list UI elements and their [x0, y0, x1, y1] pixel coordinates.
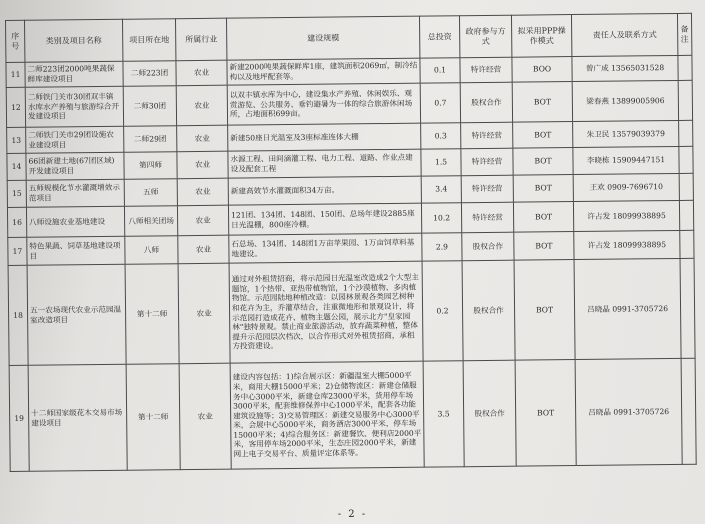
row-note [681, 358, 696, 464]
project-table [5, 13, 697, 472]
row-scale: 新建2000吨果蔬保鲜库1座，建筑面积2069㎡，制冷结构以及地坪配套等。 [227, 58, 420, 85]
row-ppp-mode: BOT [515, 360, 576, 467]
row-scale: 以双丰镇水库为中心，建设集水产养殖、休闲娱乐、观赏游览、公共服务、垂钓避暑为一体的综合旅游休闲场所，占地面积699亩。 [227, 83, 420, 125]
row-name: 五一农场现代农业示范园温室改造项目 [27, 264, 126, 365]
contact-phone: 18099938895 [612, 239, 667, 250]
row-name: 特色果蔬、饲草基地建设项目 [27, 236, 125, 265]
row-industry: 农业 [177, 125, 228, 152]
row-investment: 2.9 [422, 233, 462, 261]
row-investment: 0.1 [420, 58, 460, 83]
row-investment: 0.2 [422, 261, 463, 361]
row-no: 19 [9, 365, 29, 471]
header-industry: 所属行业 [175, 18, 226, 61]
contact-person: 梁春燕 [586, 96, 610, 106]
header-location: 项目所在地 [122, 19, 175, 62]
row-ppp-mode: BOO [512, 57, 572, 83]
row-contact [572, 80, 678, 121]
row-name: 二师铁门关市29团设施农业建设项目 [26, 126, 124, 153]
row-industry: 农业 [177, 151, 228, 179]
table-header-row [6, 13, 692, 62]
contact-phone: 15909447151 [611, 155, 666, 165]
row-contact [573, 120, 679, 147]
row-location: 二师30团 [123, 86, 176, 127]
row-industry: 农业 [179, 363, 231, 470]
row-contact [573, 146, 679, 174]
row-location: 二师29团 [124, 126, 177, 153]
contact-person: 许占发 [587, 240, 611, 250]
contact-person: 朱卫民 [586, 129, 610, 139]
row-name: 五师规模化节水灌溉增效示范项目 [26, 179, 124, 207]
row-no: 13 [7, 127, 26, 153]
contact-phone: 0991-3705726 [613, 406, 670, 417]
row-gov-mode: 股权合作 [460, 82, 512, 123]
header-note: 备注 [677, 13, 691, 55]
row-location: 第十二师 [125, 264, 179, 365]
contact-person: 吕晓晶 [587, 304, 610, 314]
row-investment: 1.5 [421, 149, 461, 176]
row-contact [574, 230, 680, 259]
row-note [680, 258, 695, 358]
header-scale: 建设规模 [226, 16, 419, 60]
row-name: 十二师国家级花木交易市场建设项目 [28, 364, 127, 471]
row-name: 八师设施农业基地建设 [26, 206, 124, 237]
row-ppp-mode: BOT [513, 148, 573, 176]
row-note [679, 146, 693, 173]
row-scale: 新建50座日光温室及3座标准连体大棚 [228, 123, 421, 151]
row-note [680, 230, 694, 258]
row-no: 14 [7, 153, 26, 180]
row-industry: 农业 [176, 85, 227, 126]
contact-phone: 13899005906 [611, 95, 665, 106]
row-location: 第四师 [124, 152, 177, 180]
row-industry: 农业 [177, 205, 228, 236]
contact-person: 王欢 [589, 182, 605, 193]
page-number: - 2 - [337, 509, 368, 520]
row-scale: 通过对外租赁招商，将示范园日光温室改造成2个大型主题馆，1个热带、亚热带植物馆，1个沙漠植物、多肉植物馆。示范园陆地种植改造：以园林景观各类园艺树种和花卉为主，乔灌草结合，注重微地形和景观设计，将示范园打造成花卉、植物主题公园，展示北方"皇家园林"独特景观。禁止商业旅游活动，放弃蔬菜种植，整体提升示范园层次档次，以合作形式对外租赁招商，承租方投资建设。 [229, 261, 423, 363]
row-location: 五师 [124, 179, 177, 207]
contact-person: 曾广成 [585, 63, 609, 74]
row-industry: 农业 [177, 178, 228, 206]
contact-phone: 0991-3705726 [612, 303, 669, 314]
contact-phone: 13565031528 [611, 63, 665, 73]
row-location: 第十二师 [126, 364, 180, 471]
row-note [679, 120, 693, 146]
row-note [678, 80, 692, 120]
row-ppp-mode: BOT [513, 202, 573, 233]
row-contact [574, 258, 681, 359]
row-ppp-mode: BOT [513, 175, 573, 203]
row-scale: 新建高效节水灌溉面积34万亩。 [228, 176, 421, 205]
row-scale: 建设内容包括：1)综合展示区：新疆温室大棚5000平米，商用大棚15000平米；2)仓储物流区：新建仓储服务中心3000平米，新建仓库23000平米，货用停车场3000平米，配套维修保养中心1000平米，配套各功能建筑设施等；3)交易管理区：新建交易服务中心3000平米，会展中心5000平米，商务酒店3000平米，停车场15000平米；4)综合服务区：新建餐饮、便利店2000平米，客用停车场2000平米，生态庄园2000平米，新建网上电子交易平台、质量评定体系等。 [230, 361, 424, 469]
row-no: 16 [7, 207, 26, 237]
table-row [9, 358, 696, 471]
row-note [679, 173, 693, 200]
header-contact: 责任人及联系方式 [571, 13, 677, 56]
row-investment: 3.4 [421, 176, 461, 203]
row-no: 18 [8, 265, 28, 365]
header-name: 类别及项目名称 [25, 19, 123, 62]
row-investment: 3.5 [423, 361, 464, 467]
row-note [678, 55, 692, 80]
row-name: 二师铁门关市30团双丰镇水库水产养殖与旅游综合开发建设项目 [25, 86, 123, 127]
header-gov-mode: 政府参与方式 [459, 15, 511, 58]
row-ppp-mode: BOT [514, 232, 574, 261]
row-ppp-mode: BOT [513, 122, 573, 149]
row-gov-mode: 股权合作 [462, 232, 514, 261]
table-row [8, 258, 695, 365]
row-investment: 10.2 [421, 203, 461, 233]
row-contact [572, 55, 678, 81]
row-note [679, 200, 693, 230]
contact-person: 许占发 [587, 211, 611, 221]
row-gov-mode: 特许经营 [461, 122, 513, 149]
row-contact [573, 200, 679, 231]
row-gov-mode: 特许经营 [461, 175, 513, 203]
header-no: 序号 [6, 20, 25, 62]
row-gov-mode: 特许经营 [460, 57, 512, 83]
row-no: 15 [7, 180, 26, 207]
contact-person: 吕晓晶 [588, 407, 611, 417]
row-investment: 0.7 [420, 83, 460, 123]
header-investment: 总投资 [419, 16, 459, 58]
row-location: 二师223团 [123, 61, 176, 87]
row-contact [575, 358, 682, 465]
row-gov-mode: 特许经营 [461, 148, 513, 176]
row-gov-mode: 股权合作 [462, 260, 515, 361]
contact-person: 李晓栋 [586, 155, 610, 166]
row-ppp-mode: BOT [514, 260, 575, 361]
row-industry: 农业 [176, 60, 227, 86]
row-name: 二师223团2000吨果蔬保鲜库建设项目 [25, 61, 123, 87]
row-location: 八师 [125, 236, 178, 265]
header-ppp-mode: 拟采用PPP操作模式 [511, 15, 571, 58]
row-no: 12 [6, 87, 25, 127]
row-no: 11 [6, 62, 25, 87]
contact-phone: 0909-7696710 [607, 182, 663, 192]
row-gov-mode: 股权合作 [463, 360, 516, 467]
row-ppp-mode: BOT [512, 82, 572, 123]
row-industry: 农业 [178, 263, 230, 364]
contact-phone: 18099938895 [612, 210, 666, 221]
row-location: 八师相关团场 [124, 206, 177, 237]
row-scale: 水源工程、田间滴灌工程、电力工程、道路、作业点建设及配套工程 [228, 149, 421, 178]
row-name: 66团新建土地(67团区域)开发建设项目 [26, 152, 124, 180]
row-investment: 0.3 [421, 123, 461, 149]
row-scale: 121团、134团、148团、150团、总场年建设2885座日光温棚，800座冷棚。 [228, 203, 421, 235]
row-industry: 农业 [178, 235, 229, 264]
row-gov-mode: 特许经营 [461, 202, 513, 233]
row-scale: 石总场、134团、148团1万亩苹果园、1万亩饲草料基地建设。 [229, 233, 422, 263]
row-no: 17 [8, 237, 27, 265]
row-contact [573, 173, 679, 201]
contact-phone: 13579039379 [611, 128, 665, 139]
